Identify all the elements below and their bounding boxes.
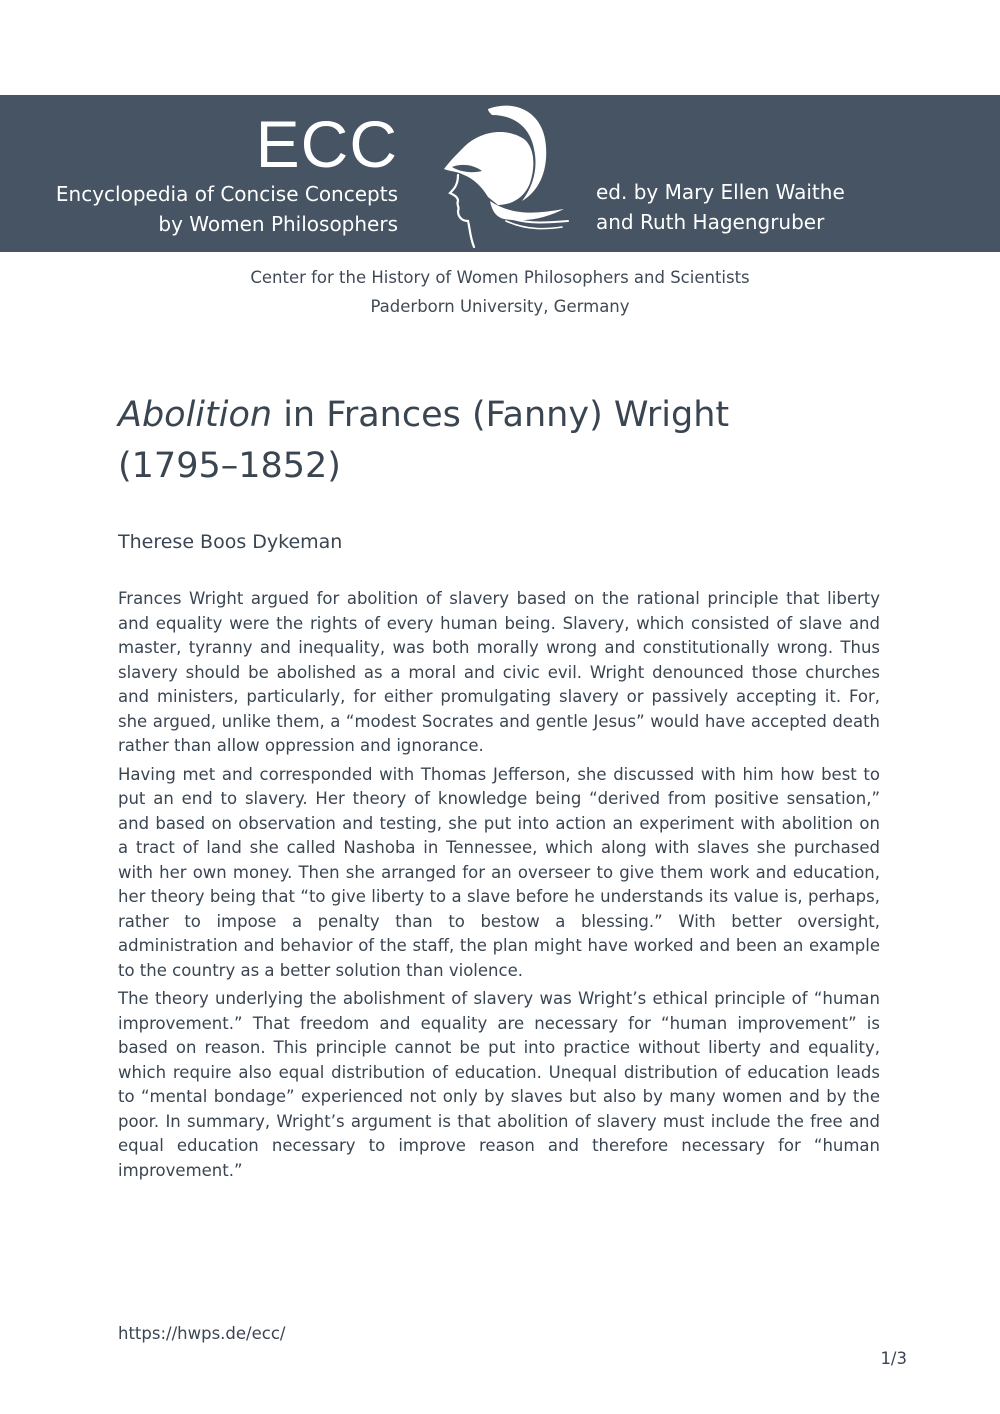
body-paragraph-1: Frances Wright argued for abolition of slavery based on the rational principle that liberty and equality were the rights of every human being. Slavery, which consisted of slave and master, tyranny and inequality, was both morally wrong and constitutionally wrong. Thus slavery should be abolished as a moral and civic evil. Wright denounced those churches and ministers, particularly, for either promulgating slavery or passively accepting it. For, she argued, unlike them, a “modest Socrates and gentle Jesus” would have accepted death rather than allow oppression and ignorance. <box>118 589 880 755</box>
title-dates: (1795–1852) <box>118 446 341 486</box>
subtitle-line-1: Encyclopedia of Concise Concepts <box>55 182 398 206</box>
editors-line-2: and Ruth Hagengruber <box>596 210 825 234</box>
subtitle-line-2: by Women Philosophers <box>158 212 398 236</box>
athena-helmet-icon <box>436 101 574 251</box>
footer-url-link[interactable]: https://hwps.de/ecc/ <box>118 1324 286 1343</box>
institution-line-2: Paderborn University, Germany <box>370 297 630 316</box>
header-banner <box>0 95 1000 252</box>
body-paragraph-2: Having met and corresponded with Thomas Jefferson, she discussed with him how best to put an end to slavery. Her theory of knowledge being “derived from positive sensation,” and based on observation and testing, she put into action an experiment with abolition on a tract of land she called Nashoba in Tennessee, which along with slaves she purchased with her own money. Then she arranged for an overseer to give them work and education, her theory being that “to give liberty to a slave before he understands its value is, perhaps, rather to impose a penalty than to bestow a blessing.” With better oversight, administration and behavior of the staff, the plan might have worked and been an example to the country as a better solution than violence. <box>118 764 880 980</box>
title-italic-term: Abolition <box>118 395 273 435</box>
body-paragraph-3: The theory underlying the abolishment of slavery was Wright’s ethical principle of “human improvement.” That freedom and equality are necessary for “human improvement” is based on reason. This principle cannot be put into practice without liberty and equality, which require also equal distribution of education. Unequal distribution of education leads to “mental bondage” experienced not only by slaves but also by many women and by the poor. In summary, Wright’s argument is that abolition of slavery must include the free and equal education necessary to improve reason and therefore necessary for “human improvement.” <box>118 989 880 1180</box>
article-body <box>118 587 880 1187</box>
article-author: Therese Boos Dykeman <box>118 531 343 553</box>
title-subject: in Frances (Fanny) Wright <box>272 395 730 435</box>
institution-info <box>0 263 1000 321</box>
page-number: 1/3 <box>880 1349 907 1368</box>
encyclopedia-subtitle <box>0 179 398 239</box>
ecc-logo-text: ECC <box>255 107 398 181</box>
institution-line-1: Center for the History of Women Philosophers and Scientists <box>250 268 750 287</box>
article-title <box>118 390 878 492</box>
editors-credit <box>596 177 976 237</box>
editors-line-1: ed. by Mary Ellen Waithe <box>596 180 845 204</box>
